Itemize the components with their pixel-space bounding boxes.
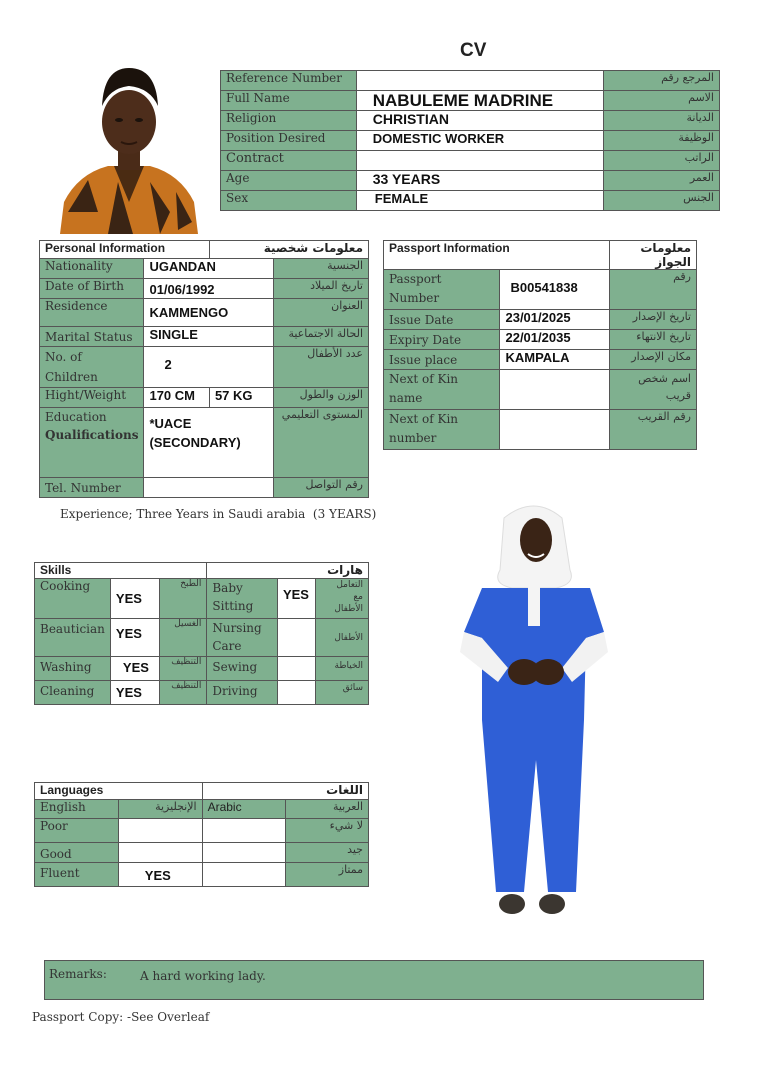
skill-driving-label: Driving [207,681,278,705]
education-label-1: Education [45,410,107,424]
religion-ar: الديانة [604,111,720,131]
marital-ar: الحالة الاجتماعية [274,327,369,347]
passport-number-ar: رقم [610,270,697,310]
skills-title: Skills [35,563,207,579]
skill-sewing-label: Sewing [207,657,278,681]
skills-row-cleaning [35,681,369,705]
children-value: 2 [144,347,274,388]
language-arabic-label: Arabic [202,800,286,819]
kin-name-ar-2: قريب [665,389,691,402]
level-good-label: Good [35,843,119,863]
row-full-name [221,91,720,111]
level-good-ar: جيد [286,843,369,863]
skill-driving-value [277,681,315,705]
experience-text: Experience; Three Years in Saudi arabia (3 YEARS) [60,507,377,521]
issue-place-label: Issue place [384,350,500,370]
issue-place-value: KAMPALA [500,350,610,370]
kin-name-ar-1: اسم شخص [638,372,691,385]
skill-babysitting-value: YES [277,579,315,619]
height-value: 170 CM [144,388,209,408]
position-label: Position Desired [221,131,357,151]
dob-value: 01/06/1992 [144,279,274,299]
personal-info-table [39,240,369,498]
sex-label: Sex [221,191,357,211]
marital-value: SINGLE [144,327,274,347]
page-title: CV [460,40,487,61]
row-age [221,171,720,191]
language-english-label: English [35,800,119,819]
level-poor-ar: لا شيء [286,819,369,843]
issue-date-label: Issue Date [384,310,500,330]
skill-cleaning-ar: التنظيف [160,681,207,705]
contract-value [356,151,604,171]
passport-copy-note: Passport Copy: -See Overleaf [32,1010,210,1024]
skills-title-ar: هارات [207,563,369,579]
contract-ar: الراتب [604,151,720,171]
skill-babysitting-label-2: Sitting [212,599,254,613]
education-label-2: Qualifications [45,428,139,442]
skill-cleaning-value: YES [110,681,159,705]
reference-number-label: Reference Number [221,71,357,91]
skill-cleaning-label: Cleaning [35,681,111,705]
passport-info-title: Passport Information [384,241,610,270]
dob-ar: تاريخ الميلاد [274,279,369,299]
sex-value: FEMALE [356,191,604,211]
row-reference-number [221,71,720,91]
nationality-value: UGANDAN [144,259,274,279]
row-position [221,131,720,151]
personal-info-title: Personal Information [40,241,210,259]
remarks-value: A hard working lady. [140,969,266,983]
passport-number-label-2: Number [389,291,440,305]
tel-value [144,478,274,498]
kin-name-label-2: name [389,391,423,405]
skill-babysitting-ar-3: الأطفال [334,604,363,614]
kin-number-ar: رقم القريب [610,410,697,450]
children-label-2: Children [45,370,98,384]
position-value: DOMESTIC WORKER [356,131,604,151]
skill-beautician-value: YES [110,619,159,657]
nationality-ar: الجنسية [274,259,369,279]
level-poor-arabic [202,819,286,843]
residence-label: Residence [40,299,144,327]
skill-nursing-ar: الأطفال [315,619,368,657]
reference-number-value [356,71,604,91]
skills-row-washing [35,657,369,681]
education-ar: المستوى التعليمي [274,408,369,478]
row-sex [221,191,720,211]
full-name-ar: الاسم [604,91,720,111]
languages-title-ar: اللغات [202,783,368,800]
skill-beautician-label: Beautician [35,619,111,657]
passport-info-title-ar: معلومات الجواز [610,241,697,270]
religion-value: CHRISTIAN [356,111,604,131]
skill-driving-ar: سائق [315,681,368,705]
skills-row-cooking [35,579,369,619]
header-info-table [220,70,720,211]
height-weight-label: Hight/Weight [40,388,144,408]
remarks-label: Remarks: [49,967,107,981]
children-label-1: No. of [45,350,82,364]
weight-value: 57 KG [209,388,273,408]
row-religion [221,111,720,131]
portrait-photo [58,62,200,234]
kin-number-label-1: Next of Kin [389,412,459,426]
dob-label: Date of Birth [40,279,144,299]
skill-sewing-value [277,657,315,681]
full-name-value: NABULEME MADRINE [356,91,604,111]
skill-washing-ar: التنظيف [160,657,207,681]
level-fluent-ar: ممتاز [286,863,369,887]
level-fluent-label: Fluent [35,863,119,887]
languages-table [34,782,369,887]
age-label: Age [221,171,357,191]
skill-cooking-label: Cooking [35,579,111,619]
skill-nursing-label-1: Nursing [212,621,262,635]
expiry-date-label: Expiry Date [384,330,500,350]
skill-beautician-ar: الغسيل [160,619,207,657]
kin-name-value [500,370,610,410]
level-good-arabic [202,843,286,863]
tel-ar: رقم التواصل [274,478,369,498]
expiry-date-ar: تاريخ الانتهاء [610,330,697,350]
expiry-date-value: 22/01/2035 [500,330,610,350]
skill-babysitting-label-1: Baby [212,581,243,595]
level-fluent-arabic [202,863,286,887]
level-poor-label: Poor [35,819,119,843]
contract-label: Contract [221,151,357,171]
remarks-box [44,960,704,1000]
age-value: 33 YEARS [356,171,604,191]
language-english-ar: الإنجليزية [118,800,202,819]
sex-ar: الجنس [604,191,720,211]
level-poor-english [118,819,202,843]
religion-label: Religion [221,111,357,131]
age-ar: العمر [604,171,720,191]
skills-row-beautician [35,619,369,657]
skill-cooking-value: YES [110,579,159,619]
skill-washing-label: Washing [35,657,111,681]
passport-info-table [383,240,697,450]
position-ar: الوظيفة [604,131,720,151]
education-value-2: (SECONDARY) [149,435,241,450]
reference-number-ar: المرجع رقم [604,71,720,91]
row-contract [221,151,720,171]
skill-washing-value: YES [110,657,159,681]
language-arabic-ar: العربية [286,800,369,819]
residence-ar: العنوان [274,299,369,327]
skill-nursing-label-2: Care [212,639,242,653]
passport-number-label-1: Passport [389,272,442,286]
kin-name-label-1: Next of Kin [389,372,459,386]
skill-cooking-ar: الطبخ [160,579,207,619]
tel-label: Tel. Number [40,478,144,498]
passport-number-value: B00541838 [500,270,610,310]
issue-date-value: 23/01/2025 [500,310,610,330]
full-body-photo [452,500,617,925]
level-good-english [118,843,202,863]
skill-babysitting-ar-2: مع [353,592,363,602]
level-fluent-english: YES [118,863,202,887]
skills-table [34,562,369,705]
skill-nursing-value [277,619,315,657]
residence-value: KAMMENGO [144,299,274,327]
full-name-label: Full Name [221,91,357,111]
height-weight-ar: الوزن والطول [274,388,369,408]
issue-date-ar: تاريخ الإصدار [610,310,697,330]
skill-babysitting-ar-1: التعامل [336,580,363,590]
languages-title: Languages [35,783,203,800]
issue-place-ar: مكان الإصدار [610,350,697,370]
education-value-1: *UACE [149,416,192,431]
children-ar: عدد الأطفال [274,347,369,388]
nationality-label: Nationality [40,259,144,279]
kin-number-label-2: number [389,431,437,445]
marital-label: Marital Status [40,327,144,347]
personal-info-title-ar: معلومات شخصية [209,241,368,259]
kin-number-value [500,410,610,450]
skill-sewing-ar: الخياطة [315,657,368,681]
